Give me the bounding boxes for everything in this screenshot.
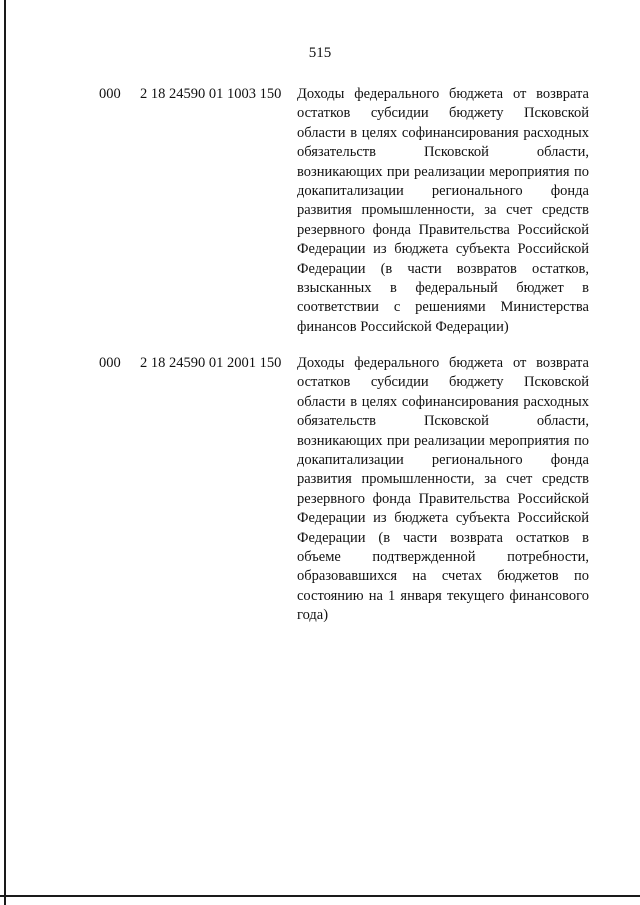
entry-description: Доходы федерального бюджета от возврата остатков субсидии бюджету Псковской области в целях софинансирования расходных обязательств Псковской области, возникающих при реализации мероприятия по докапитализации регионального фонда развития промышленности, за счет средств резервного фонда Правительства Российской Федерации из бюджета субъекта Российской Федерации (в части возврата остатков в объеме подтвержденной потребности, образовавшихся на счетах бюджетов по состоянию на 1 января текущего финансового года) (297, 355, 589, 624)
entry-prefix: 000 (99, 355, 121, 371)
entry-description: Доходы федерального бюджета от возврата остатков субсидии бюджету Псковской области в целях софинансирования расходных обязательств Псковской области, возникающих при реализации мероприятия по докапитализации регионального фонда развития промышленности, за счет средств резервного фонда Правительства Российской Федерации из бюджета субъекта Российской Федерации (в части возвратов остатков, взысканных в федеральный бюджет в соответствии с решениями Министерства финансов Российской Федерации) (297, 86, 589, 335)
entry-code: 2 18 24590 01 2001 150 (140, 355, 282, 371)
scan-edge-bottom (0, 895, 640, 897)
entry-code: 2 18 24590 01 1003 150 (140, 86, 282, 102)
page-number: 515 (308, 45, 332, 61)
scan-edge-left (4, 0, 6, 905)
entry-prefix: 000 (99, 86, 121, 102)
